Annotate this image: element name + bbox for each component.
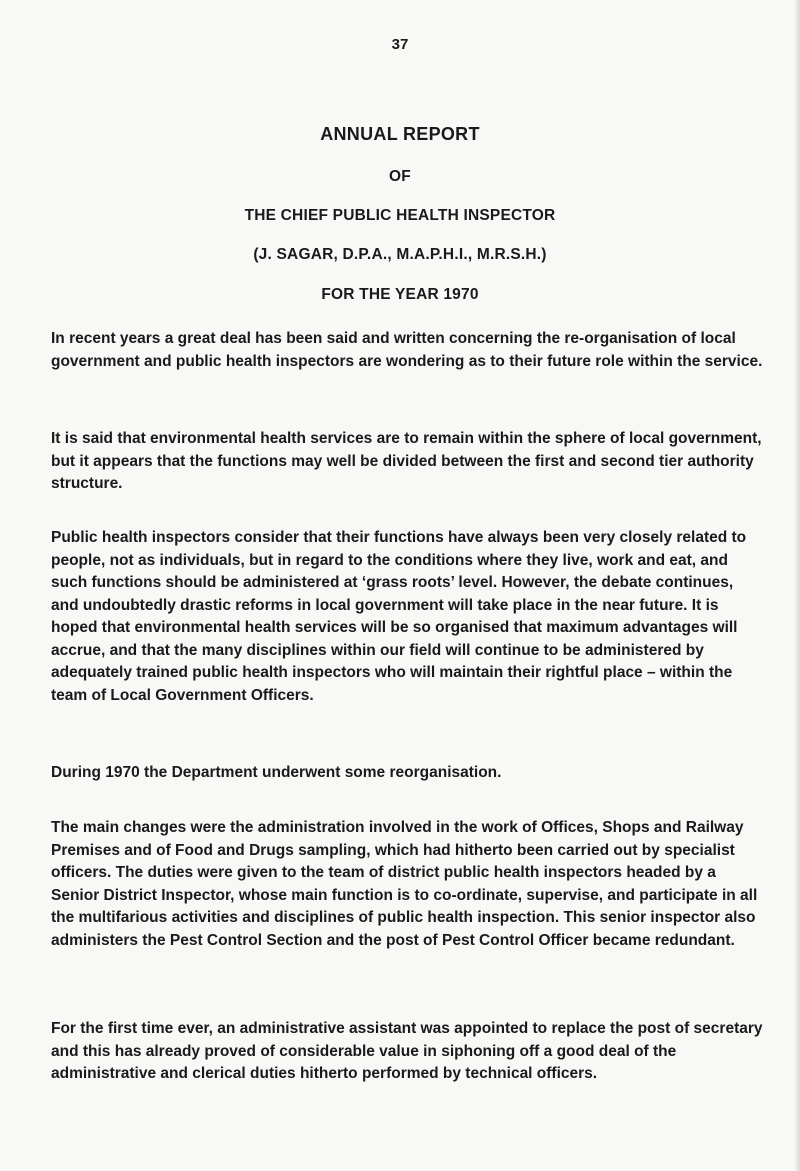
page-number: 37	[391, 36, 409, 53]
paragraph-text: The main changes were the administration involved in the work of Offices, Shops and Railway Premises and of Food and Drugs sampling, which had hitherto been carried out by specialist officers. The duties were given to the team of district public health inspectors headed by a Senior District Inspector, whose main function is to co-ordinate, supervise, and participate in all the multifarious activities and disciplines of public health inspection. This senior inspector also administers the Pest Control Section and the post of Pest Control Officer became redundant.	[51, 819, 758, 949]
report-title: ANNUAL REPORT	[320, 124, 480, 144]
paragraph-functions	[51, 527, 765, 707]
officer-name: (J. SAGAR, D.P.A., M.A.P.H.I., M.R.S.H.)	[253, 246, 547, 263]
report-title-of: OF	[389, 168, 411, 185]
officer-title: THE CHIEF PUBLIC HEALTH INSPECTOR	[244, 207, 556, 224]
paragraph-text: It is said that environmental health services are to remain within the sphere of local government, but it appears that the functions may well be divided between the first and second tier authority structure.	[51, 430, 762, 492]
paragraph-text: Public health inspectors consider that their functions have always been very closely related to people, not as individuals, but in regard to the conditions where they live, work and eat, and such functions should be administered at ‘grass roots’ level. However, the debate continues, and undoubtedly drastic reforms in local government will take place in the near future. It is hoped that environmental health services will be so organised that maximum advantages will accrue, and that the many disciplines within our field will continue to be administered by adequately trained public health inspectors who will maintain their rightful place – within the team of Local Government Officers.	[51, 529, 747, 704]
paragraph-text: During 1970 the Department underwent some reorganisation.	[51, 764, 502, 781]
paragraph-text: In recent years a great deal has been said and written concerning the re-organisation of local government and public health inspectors are wondering as to their future role within the service.	[51, 330, 763, 370]
paragraph-reorganisation	[51, 328, 765, 373]
paragraph-environmental-health	[51, 428, 765, 496]
paragraph-administrative-assistant	[51, 1018, 765, 1086]
paragraph-department-1970	[51, 762, 765, 785]
paragraph-main-changes	[51, 817, 765, 952]
report-year: FOR THE YEAR 1970	[321, 286, 479, 303]
paragraph-text: For the first time ever, an administrative assistant was appointed to replace the post of secretary and this has already proved of considerable value in siphoning off a good deal of the administrative and clerical duties hitherto performed by technical officers.	[51, 1020, 763, 1082]
page-edge-shadow	[794, 0, 800, 1171]
